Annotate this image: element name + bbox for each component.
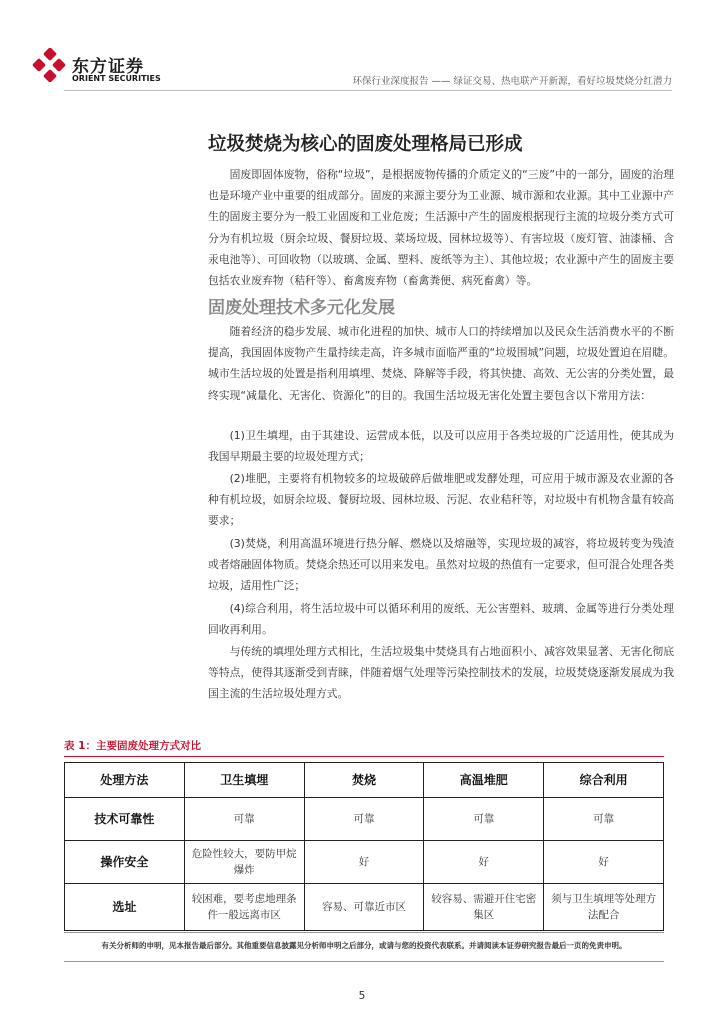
table-cell: 须与卫生填埋等处理方法配合 [544, 884, 664, 931]
table-header-row [65, 763, 664, 798]
report-subtitle: 环保行业深度报告 —— 绿证交易、热电联产开新源，看好垃圾焚烧分红潜力 [352, 76, 672, 87]
table-cell: 可靠 [304, 798, 424, 841]
table-cell: 容易、可靠近市区 [304, 884, 424, 931]
body-paragraph-intro: 随着经济的稳步发展、城市化进程的加快、城市人口的持续增加以及民众生活消费水平的不断提高，我国固体废物产生量持续走高，许多城市面临严重的“垃圾围城”问题，垃圾处置迫在眉睫。城市生活垃圾的处置是指利用填埋、焚烧、降解等手段，将其快捷、高效、无公害的分类处置，最终实现“减量化、无害化、资源化”的目的。我国生活垃圾无害化处置主要包含以下常用方法： [208, 325, 674, 402]
table-header-cell: 高温堆肥 [424, 763, 544, 798]
header-divider [64, 90, 672, 91]
table-cell: 可靠 [424, 798, 544, 841]
footer-disclaimer: 有关分析师的申明，见本报告最后部分。其他重要信息披露见分析师申明之后部分，或请与您的投资代表联系。并请阅读本证券研究报告最后一页的免责申明。 [64, 932, 664, 962]
brand-name-cn: 东方证券 [72, 57, 144, 77]
method-recycling-paragraph: (4)综合利用，将生活垃圾中可以循环利用的废纸、无公害塑料、玻璃、金属等进行分类处理回收再利用。 [208, 602, 674, 637]
orient-securities-logo-icon [32, 48, 66, 82]
comparison-table [64, 762, 664, 931]
table-header-cell: 卫生填埋 [184, 763, 304, 798]
table-cell: 可靠 [184, 798, 304, 841]
table-caption-rule [64, 756, 664, 757]
conclusion-paragraph: 与传统的填埋处理方式相比，生活垃圾集中焚烧具有占地面积小、减容效果显著、无害化彻底等特点，使得其逐渐受到青睐，伴随着烟气处理等污染控制技术的发展，垃圾焚烧逐渐发展成为我国主流的生活垃圾处理方式。 [208, 645, 674, 701]
company-logo [32, 48, 162, 88]
table-header-cell: 处理方法 [65, 763, 185, 798]
table-cell: 较困难，要考虑地理条件一般远离市区 [184, 884, 304, 931]
table-cell: 可靠 [544, 798, 664, 841]
row-header-cell: 技术可靠性 [65, 798, 185, 841]
section-paragraph: 固废即固体废物，俗称“垃圾”，是根据废物传播的介质定义的“三废”中的一部分，固废的治理也是环境产业中重要的组成部分。固废的来源主要分为工业源、城市源和农业源。其中工业源中产生的固废主要分为一般工业固废和工业危废；生活源中产生的固废根据现行主流的垃圾分类方式可分为有机垃圾（厨余垃圾、餐厨垃圾、菜场垃圾、园林垃圾等）、有害垃圾（废灯管、油漆桶、含汞电池等）、可回收物（以玻璃、金属、塑料、废纸等为主）、其他垃圾；农业源中产生的固废主要包括农业废弃物（秸秆等）、畜禽废弃物（畜禽粪便、病死畜禽）等。 [208, 168, 674, 288]
table-row [65, 798, 664, 841]
table-cell: 好 [304, 841, 424, 884]
table-header-cell: 焚烧 [304, 763, 424, 798]
method-incineration-paragraph: (3)焚烧，利用高温环境进行热分解、燃烧以及熔融等，实现垃圾的减容，将垃圾转变为残渣或者熔融固体物质。焚烧余热还可以用来发电。虽然对垃圾的热值有一定要求，但可混合处理各类垃圾，适用性广泛； [208, 537, 674, 593]
subsection-title: 固废处理技术多元化发展 [208, 298, 395, 318]
table-cell: 好 [544, 841, 664, 884]
row-header-cell: 选址 [65, 884, 185, 931]
section-title: 垃圾焚烧为核心的固废处理格局已形成 [208, 134, 523, 155]
table-caption: 表 1：主要固废处理方式对比 [64, 740, 201, 752]
page-number: 5 [358, 990, 366, 1002]
method-compost-paragraph: (2)堆肥，主要将有机物较多的垃圾破碎后做堆肥或发酵处理，可应用于城市源及农业源的各种有机垃圾，如厨余垃圾、餐厨垃圾、园林垃圾、污泥、农业秸秆等，对垃圾中有机物含量有较高要求； [208, 472, 674, 528]
brand-name-en: ORIENT SECURITIES [72, 74, 161, 83]
table-cell: 好 [424, 841, 544, 884]
table-header-cell: 综合利用 [544, 763, 664, 798]
table-cell: 危险性较大，要防甲烷爆炸 [184, 841, 304, 884]
table-cell: 较容易、需避开住宅密集区 [424, 884, 544, 931]
row-header-cell: 操作安全 [65, 841, 185, 884]
table-row [65, 841, 664, 884]
table-row [65, 884, 664, 931]
method-landfill-paragraph: (1)卫生填埋，由于其建设、运营成本低，以及可以应用于各类垃圾的广泛适用性，使其成为我国早期最主要的垃圾处理方式； [208, 429, 674, 464]
